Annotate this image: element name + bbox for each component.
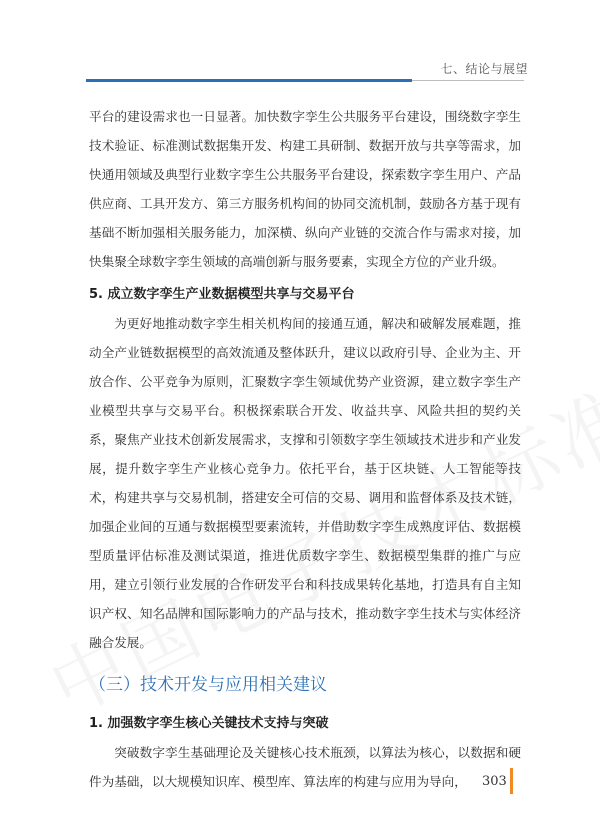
paragraph-tech: 突破数字孪生基础理论及关键核心技术瓶颈，以算法为核心，以数据和硬件为基础，以大规模知识库、模型库、算法库的构建与应用为导向， [89,745,521,789]
header-rule-accent [86,79,412,82]
subheading-1: 1. 加强数字孪生核心关键技术支持与突破 [89,716,329,731]
page-number-bar [510,768,513,794]
section-heading-3: （三）技术开发与应用相关建议 [89,675,327,695]
subheading-5: 5. 成立数字孪生产业数据模型共享与交易平台 [89,287,355,302]
paragraph-platform: 为更好地推动数字孪生相关机构间的接通互通，解决和破解发展难题，推动全产业链数据模型的高效流通及整体跃升，建议以政府引导、企业为主、开放合作、公平竞争为原则，汇聚数字孪生领域优势产业资源，建立数字孪生产业模型共享与交易平台。积极探索联合开发、收益共享、风险共担的契约关系，聚焦产业技术创新发展需求，支撑和引领数字孪生领域技术进步和产业发展，提升数字孪生产业核心竞争力。依托平台，基于区块链、人工智能等技术，构建共享与交易机制，搭建安全可信的交易、调用和监督体系及技术链，加强企业间的互通与数据模型要素流转，并借助数字孪生成熟度评估、数据模型质量评估标准及测试渠道，推进优质数字孪生、数据模型集群的推广与应用，建立引领行业发展的合作研发平台和科技成果转化基地，打造具有自主知识产权、知名品牌和国际影响力的产品与技术，推动数字孪生技术与实体经济融合发展。 [89,316,521,650]
page-number: 303 [482,774,507,789]
paragraph-continued: 平台的建设需求也一日显著。加快数字孪生公共服务平台建设，围绕数字孪生技术验证、标准测试数据集开发、构建工具研制、数据开放与共享等需求，加快通用领域及典型行业数字孪生公共服务平台建设，探索数字孪生用户、产品供应商、工具开发方、第三方服务机构间的协同交流机制，鼓励各方基于现有基础不断加强相关服务能力，加深横、纵向产业链的交流合作与需求对接，加快集聚全球数字孪生领域的高端创新与服务要素，实现全方位的产业升级。 [89,109,521,269]
header-chapter-label: 七、结论与展望 [440,62,528,76]
header-rule [412,80,524,81]
page-content [89,102,521,796]
